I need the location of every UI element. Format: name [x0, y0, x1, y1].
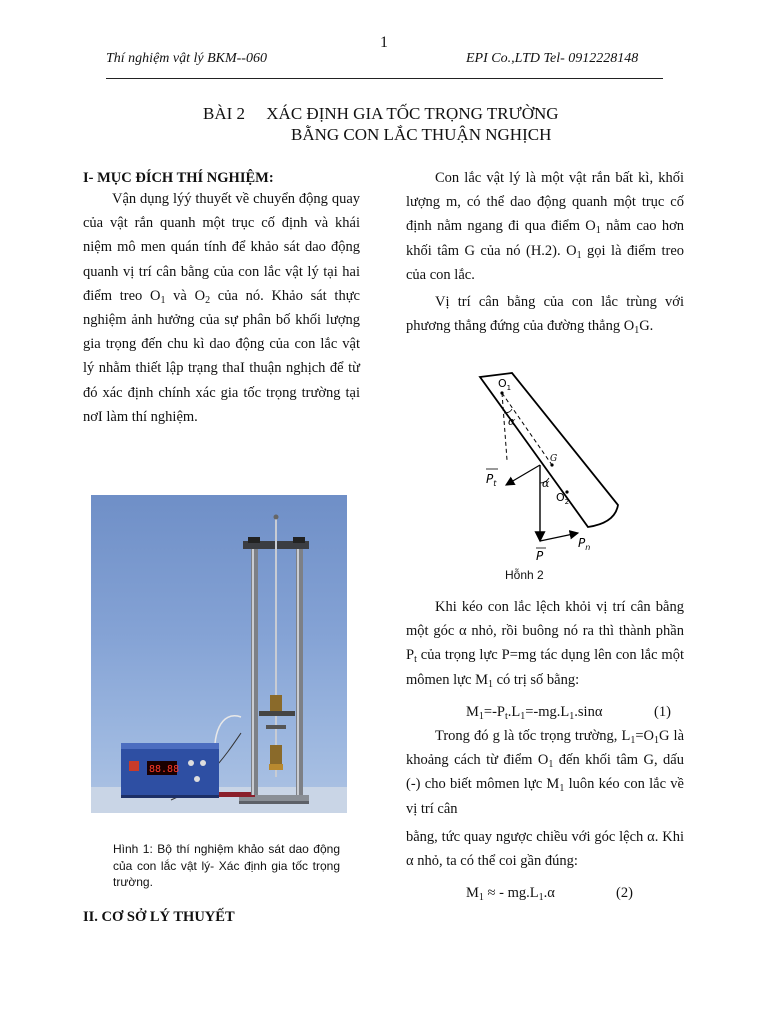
page-number: 1: [380, 34, 388, 51]
header-right: EPI Co.,LTD Tel- 0912228148: [466, 51, 639, 66]
section-1-paragraph: Vận dụng lýý thuyết về chuyển động quay của vật rắn quanh một trục cố định và khái niệm mô men quán tính để khảo sát dao động quanh vị trí cân bằng của con lắc vật lý tại hai điểm treo $O_1$ và $O_2$ của nó. Khảo sát thực nghiệm ảnh hưởng của sự phân bố khối lượng gia trọng đến chu kì dao động của con lắc vật lý nhằm thiết lập trạng thaI thuận nghịch để từ đó xác định chính xác gia tốc trọng trường tại nơI làm thí nghiệm.: [83, 191, 360, 425]
pendulum-diagram: [470, 365, 630, 565]
equation-1-number: (1): [654, 704, 671, 720]
equation-2: $M_1$ ≈ - $mg.L_1.\alpha$: [466, 885, 555, 903]
svg-text:O1: $O_1$: [498, 377, 512, 392]
label-pn: P: [578, 536, 586, 550]
section-2-heading: II. CƠ SỞ LÝ THUYẾT: [83, 909, 235, 925]
label-p: P: [536, 549, 544, 563]
svg-text:Pn: $P_n$: [578, 536, 591, 552]
header-left: Thí nghiệm vật lý BKM--060: [106, 51, 267, 66]
figure-2-caption: Hỗnh 2: [505, 568, 544, 582]
figure-1-caption: Hình 1: Bộ thí nghiệm khảo sát dao động của con lắc vật lý- Xác định gia tốc trọng trường.: [113, 842, 340, 889]
torque-paragraph: Khi kéo con lắc lệch khỏi vị trí cân bằng một góc α nhỏ, rồi buông nó ra thì thành phần $P_t$ của trọng lực P=mg tác dụng lên con lắc một mômen lực $M_1$ có trị số bằng:: [406, 599, 684, 690]
label-alpha-top: α: [508, 415, 516, 428]
label-alpha-bottom: α: [542, 477, 550, 490]
header-divider: [106, 78, 663, 79]
equation-2-number: (2): [616, 885, 633, 901]
equation-1: $M_1=-P_t.L_1=-mg.L_1.\sin\alpha$: [466, 704, 603, 722]
equilibrium-paragraph: Vị trí cân bằng của con lắc trùng với phương thẳng đứng của đường thẳng $O_1G$.: [406, 294, 684, 337]
apparatus-photo: [91, 495, 347, 813]
label-pt: P: [486, 472, 494, 486]
timer-display-text: 88.88: [149, 764, 180, 775]
title-line-1: BÀI 2 XÁC ĐỊNH GIA TỐC TRỌNG TRƯỜNG: [203, 104, 559, 123]
label-g: G: [550, 454, 558, 464]
label-o1: O: [498, 377, 507, 390]
definitions-paragraph: Trong đó g là tốc trọng trường, $L_1=O_1G$ là khoảng cách từ điểm $O_1$ đến khối tâm G, dấu (-) cho biết mômen lực $M_1$ luôn kéo con lắc về vị trí cân: [406, 728, 685, 817]
title-line-2: BẰNG CON LẮC THUẬN NGHỊCH: [291, 125, 552, 144]
small-angle-paragraph: bằng, tức quay ngược chiều với góc lệch α. Khi α nhỏ, ta có thể coi gần đúng:: [406, 829, 684, 870]
section-1-heading: I- MỤC ĐÍCH THÍ NGHIỆM:: [83, 170, 274, 186]
svg-text:O2: $O_2$: [556, 491, 570, 506]
label-o2: O: [556, 491, 565, 504]
svg-text:Pt: $P_t$: [486, 472, 497, 488]
physical-pendulum-definition: Con lắc vật lý là một vật rắn bất kì, khối lượng m, có thể dao động quanh một trục cố định nằm ngang đi qua điểm $O_1$ nằm cao hơn khối tâm G của nó (H.2). $O_1$ gọi là điểm treo của con lắc.: [406, 170, 685, 283]
